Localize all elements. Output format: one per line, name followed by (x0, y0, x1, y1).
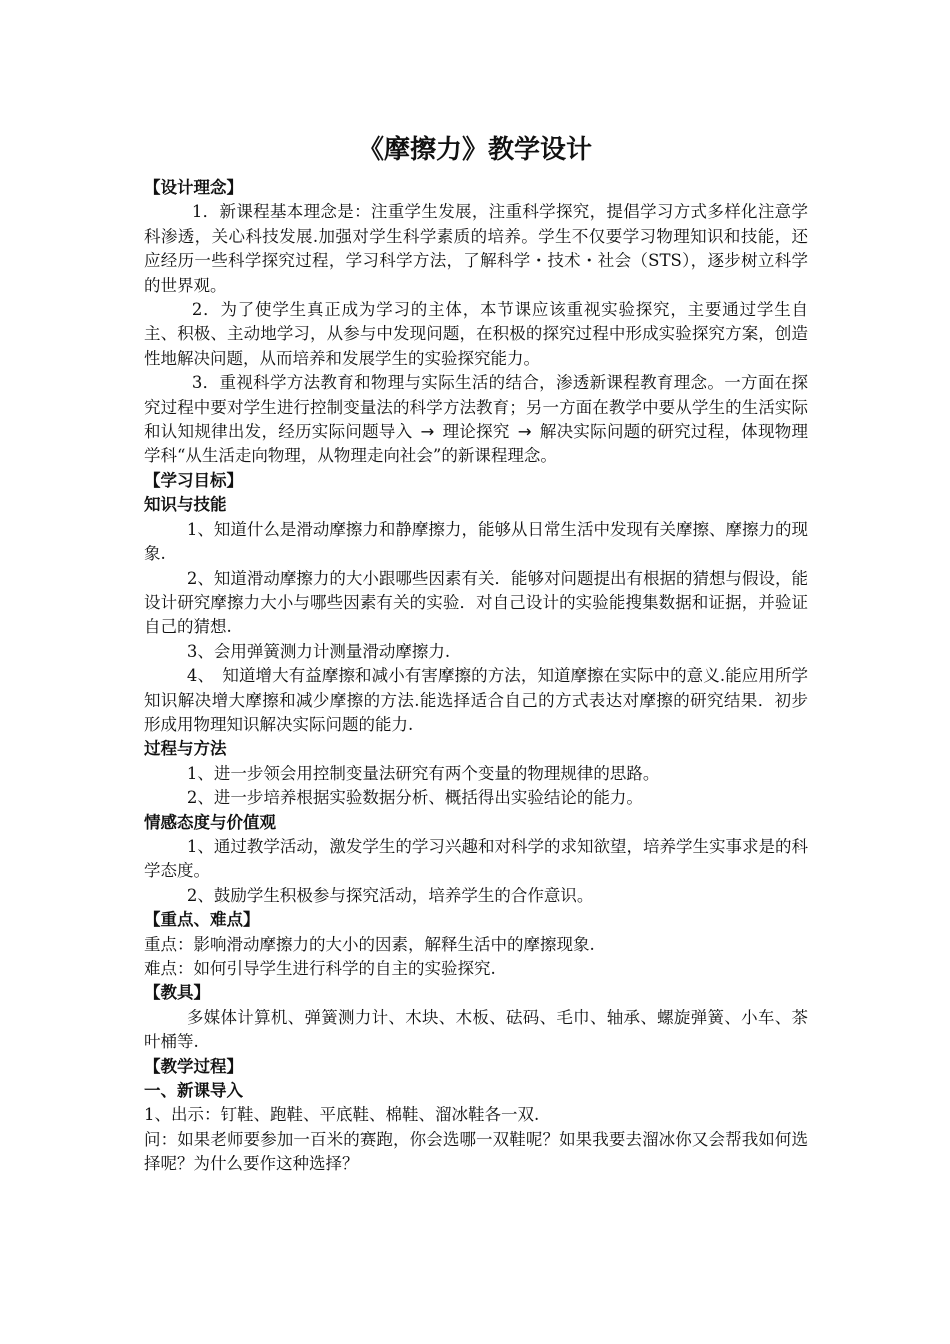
subheading-process-method: 过程与方法 (144, 739, 227, 759)
paragraph-concept-2: 2．为了使学生真正成为学习的主体，本节课应该重视实验探究，主要通过学生自主、积极、主动地学习，从参与中发现问题，在积极的探究过程中形成实验探究方案，创造性地解决问题，从而培养和发展学生的实验探究能力。 (144, 300, 808, 368)
right-arrow-icon: → (517, 422, 532, 442)
heading-equipment: 【教具】 (144, 983, 210, 1003)
goal-method-2: 2、进一步培养根据实验数据分析、概括得出实验结论的能力。 (186, 788, 643, 808)
process-line-1: 1、出示：钉鞋、跑鞋、平底鞋、棉鞋、溜冰鞋各一双. (144, 1105, 540, 1125)
subheading-emotion-values: 情感态度与价值观 (144, 812, 276, 832)
key-point-text: 重点：影响滑动摩擦力的大小的因素，解释生活中的摩擦现象. (144, 934, 595, 954)
heading-learning-goals: 【学习目标】 (144, 470, 243, 490)
equipment-list: 多媒体计算机、弹簧测力计、木块、木板、砝码、毛巾、轴承、螺旋弹簧、小车、茶叶桶等. (144, 1007, 808, 1052)
goal-knowledge-2: 2、知道滑动摩擦力的大小跟哪些因素有关．能够对问题提出有根据的猜想与假设，能设计研究摩擦力大小与哪些因素有关的实验．对自己设计的实验能搜集数据和证据，并验证自己的猜想. (144, 568, 808, 637)
heading-teaching-process: 【教学过程】 (144, 1056, 243, 1076)
concept-3-part-a: 3．重视科学方法教育和物理与实际生活的结合，渗透新课程教育理念。一方面在探究过程中要对学生进行控制变量法的科学方法教育；另一方面在教学中要从学生的生活实际和认知规律出发，经历实际问题导入 (144, 373, 808, 442)
subheading-knowledge-skills: 知识与技能 (144, 495, 227, 515)
document-body (144, 176, 808, 1177)
heading-key-points: 【重点、难点】 (144, 910, 260, 930)
goal-emotion-1: 1、通过教学活动，激发学生的学习兴趣和对科学的求知欲望，培养学生实事求是的科学态度。 (144, 836, 808, 881)
concept-3-part-c: 解决实际问题的研究过程，体现物理学科“从生活走向物理，从物理走向社会”的新课程理念。 (144, 422, 809, 466)
goal-emotion-2: 2、鼓励学生积极参与探究活动，培养学生的合作意识。 (186, 885, 594, 905)
process-line-2: 问：如果老师要参加一百米的赛跑，你会选哪一双鞋呢？如果我要去溜冰你又会帮我如何选择呢？为什么要作这种选择？ (144, 1129, 808, 1174)
goal-knowledge-4: 4、 知道增大有益摩擦和减小有害摩擦的方法，知道摩擦在实际中的意义.能应用所学知识解决增大摩擦和减少摩擦的方法.能选择适合自己的方式表达对摩擦的研究结果．初步形成用物理知识解决实际问题的能力. (144, 666, 808, 734)
concept-3-part-b: 理论探究 (442, 422, 510, 442)
heading-design-concept: 【设计理念】 (144, 178, 243, 197)
paragraph-concept-3 (144, 371, 808, 469)
subheading-intro: 一、新课导入 (144, 1081, 243, 1101)
document-title: 《摩擦力》教学设计 (357, 135, 592, 165)
goal-knowledge-1: 1、知道什么是滑动摩擦力和静摩擦力，能够从日常生活中发现有关摩擦、摩擦力的现象. (144, 519, 808, 564)
goal-knowledge-3: 3、会用弹簧测力计测量滑动摩擦力. (186, 641, 451, 661)
right-arrow-icon: → (420, 422, 435, 442)
paragraph-concept-1: 1．新课程基本理念是：注重学生发展，注重科学探究，提倡学习方式多样化注意学科渗透，关心科技发展.加强对学生科学素质的培养。学生不仅要学习物理知识和技能，还应经历一些科学探究过程，学习科学方法，了解科学・技术・社会（STS），逐步树立科学的世界观。 (144, 202, 808, 295)
difficulty-text: 难点：如何引导学生进行科学的自主的实验探究. (144, 959, 496, 978)
goal-method-1: 1、进一步领会用控制变量法研究有两个变量的物理规律的思路。 (186, 763, 660, 783)
